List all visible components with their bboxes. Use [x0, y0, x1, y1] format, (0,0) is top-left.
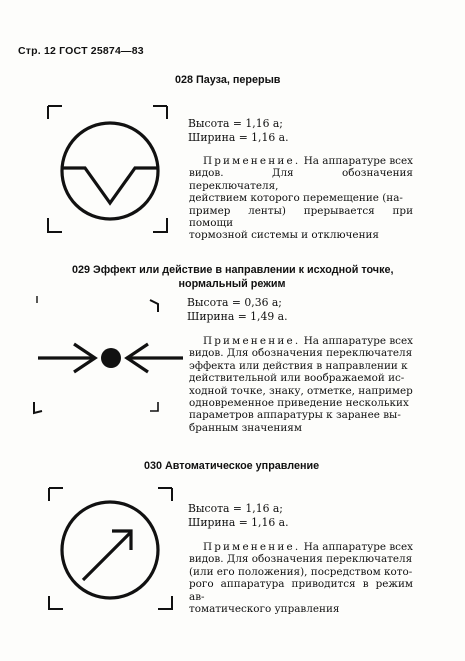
app-line: видов. Для обозначения переключателя,: [189, 167, 413, 192]
app-line: эффекта или действия в направлении к: [189, 359, 408, 372]
app-line: видов. Для обозначения переключателя: [189, 553, 413, 566]
app-line: На аппаратуре всех: [303, 155, 413, 167]
app-line: тормозной системы и отключения: [189, 229, 379, 242]
section-030-title: 030 Автоматическое управление: [144, 460, 320, 472]
app-line: пример ленты) прерывается при помощи: [189, 204, 413, 230]
app-line: На аппаратуре всех: [303, 335, 413, 347]
app-line: видов. Для обозначения переключателя: [189, 347, 413, 360]
section-030-height: Высота = 1,16 a;: [188, 502, 283, 515]
section-030-application: [189, 541, 413, 615]
section-029-width: Ширина = 1,49 a.: [187, 309, 288, 323]
page-header: Стр. 12 ГОСТ 25874—83: [18, 45, 144, 57]
app-line: действием которого перемещение (на-: [189, 192, 403, 205]
section-028-height: Высота = 1,16 a;: [188, 117, 283, 130]
app-line: действительной или воображаемой ис-: [189, 372, 405, 385]
section-028-title: 028 Пауза, перерыв: [175, 74, 281, 86]
section-030-dimensions: [188, 502, 289, 529]
app-line: бранным значениям: [189, 421, 302, 434]
section-029-height: Высота = 0,36 a;: [187, 296, 282, 309]
app-line: ходной точке, знаку, отметке, например: [189, 384, 413, 397]
section-030-app-lead: Применение.: [202, 541, 301, 553]
app-line: томатического управления: [189, 603, 340, 616]
section-028-width: Ширина = 1,16 a.: [188, 130, 289, 144]
section-029-app-lead: Применение.: [202, 335, 301, 347]
app-line: параметров аппаратуры к заранее вы-: [189, 409, 401, 422]
section-028-app-lead: Применение.: [202, 155, 301, 167]
app-line: рого аппаратура приводится в режим ав-: [189, 578, 413, 603]
app-line: одновременное приведение нескольких: [189, 397, 409, 410]
section-029-title-line: 029 Эффект или действие в направлении к исходной точке,: [72, 264, 394, 276]
app-line: (или его положения), посредством кото-: [189, 565, 413, 578]
section-029-title-line: нормальный режим: [178, 278, 286, 290]
section-030-width: Ширина = 1,16 a.: [188, 515, 289, 529]
app-line: На аппаратуре всех: [303, 541, 413, 553]
